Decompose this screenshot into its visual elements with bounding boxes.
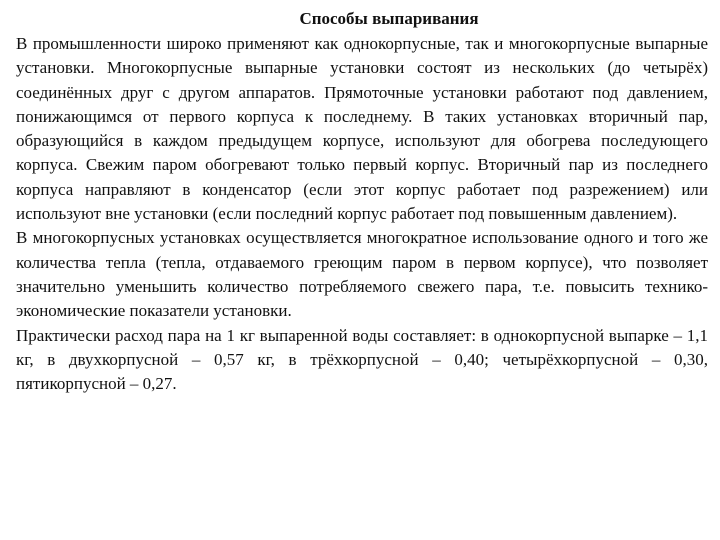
page-title: Способы выпаривания	[299, 9, 479, 28]
paragraph-steam-consumption: Практически расход пара на 1 кг выпаренной воды составляет: в однокорпусной выпарке – 1,1 кг, в двухкорпусной – 0,57 кг, в трёхкорпусной – 0,40; четырёхкорпусной – 0,30, пятикорпусной – 0,27.	[16, 325, 708, 394]
document-body	[16, 32, 708, 396]
paragraph-multistage-overview: В промышленности широко применяют как однокорпусные, так и многокорпусные выпарные установки. Многокорпусные выпарные установки состоят из нескольких (до четырёх) соединённых друг с другом аппаратов. Прямоточные установки работают под давлением, понижающимся от первого корпуса к последнему. В таких установках вторичный пар, образующийся в каждом предыдущем корпусе, используют для обогрева последующего корпуса. Свежим паром обогревают только первый корпус. Вторичный пар из последнего корпуса направляют в конденсатор (если этот корпус работает под разрежением) или используют вне установки (если последний корпус работает под повышенным давлением).	[16, 34, 708, 224]
paragraph-heat-reuse: В многокорпусных установках осуществляется многократное использование одного и того же количества тепла (тепла, отдаваемого греющим паром в первом корпусе), что позволяет значительно уменьшить количество потребляемого свежего пара, т.е. повысить технико-экономические показатели установки.	[16, 228, 708, 321]
